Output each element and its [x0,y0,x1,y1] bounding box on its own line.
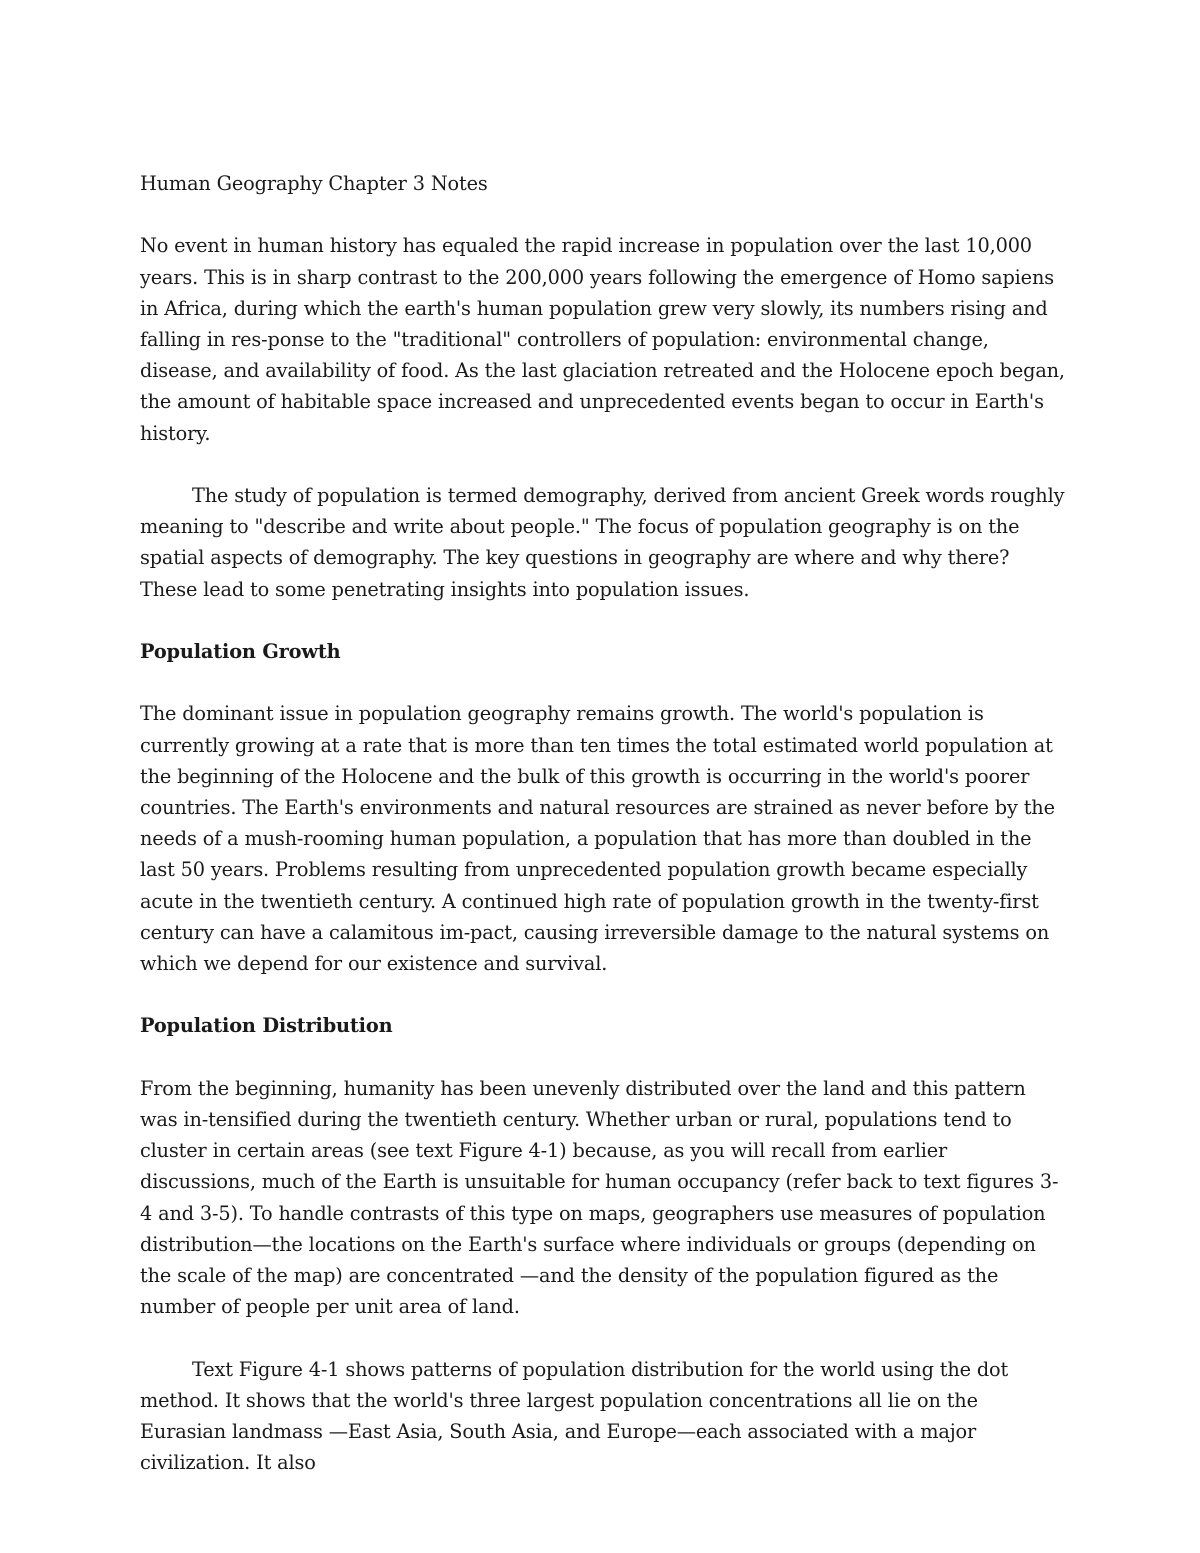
document-page [140,168,1065,1510]
document-title: Human Geography Chapter 3 Notes [140,172,488,195]
population-distribution-paragraph: From the beginning, humanity has been unevenly distributed over the land and this pattern was in-tensified during the twentieth century. Whether urban or rural, populations tend to cluster in certain areas (see text Figure 4-1) because, as you will recall from earlier discussions, much of the Earth is unsuitable for human occupancy (refer back to text figures 3-4 and 3-5). To handle contrasts of this type on maps, geographers use measures of population distribution—the locations on the Earth's surface where individuals or groups (depending on the scale of the map) are concentrated —and the density of the population figured as the number of people per unit area of land. [140,1076,1059,1319]
section-heading-population-distribution: Population Distribution [140,1014,393,1038]
intro-paragraph: No event in human history has equaled the rapid increase in population over the last 10,000 years. This is in sharp contrast to the 200,000 years following the emergence of Homo sapiens in Africa, during which the earth's human population grew very slowly, its numbers rising and falling in res-ponse to the "traditional" controllers of population: environmental change, disease, and availability of food. As the last glaciation retreated and the Holocene epoch began, the amount of habitable space increased and unprecedented events began to occur in Earth's history. [140,234,1065,445]
figure-4-1-paragraph: Text Figure 4-1 shows patterns of population distribution for the world using the dot method. It shows that the world's three largest population concentrations all lie on the Eurasian landmass —East Asia, South Asia, and Europe—each associated with a major civilization. It also [140,1357,1009,1475]
population-growth-paragraph: The dominant issue in population geography remains growth. The world's population is currently growing at a rate that is more than ten times the total estimated world population at the beginning of the Holocene and the bulk of this growth is occurring in the world's poorer countries. The Earth's environments and natural resources are strained as never before by the needs of a mush-rooming human population, a population that has more than doubled in the last 50 years. Problems resulting from unprecedented population growth became especially acute in the twentieth century. A continued high rate of population growth in the twenty-first century can have a calamitous im-pact, causing irreversible damage to the natural systems on which we depend for our existence and survival. [140,702,1055,976]
demography-paragraph: The study of population is termed demography, derived from ancient Greek words roughly meaning to "describe and write about people." The focus of population geography is on the spatial aspects of demography. The key questions in geography are where and why there? These lead to some penetrating insights into population issues. [140,484,1065,601]
section-heading-population-growth: Population Growth [140,640,341,663]
